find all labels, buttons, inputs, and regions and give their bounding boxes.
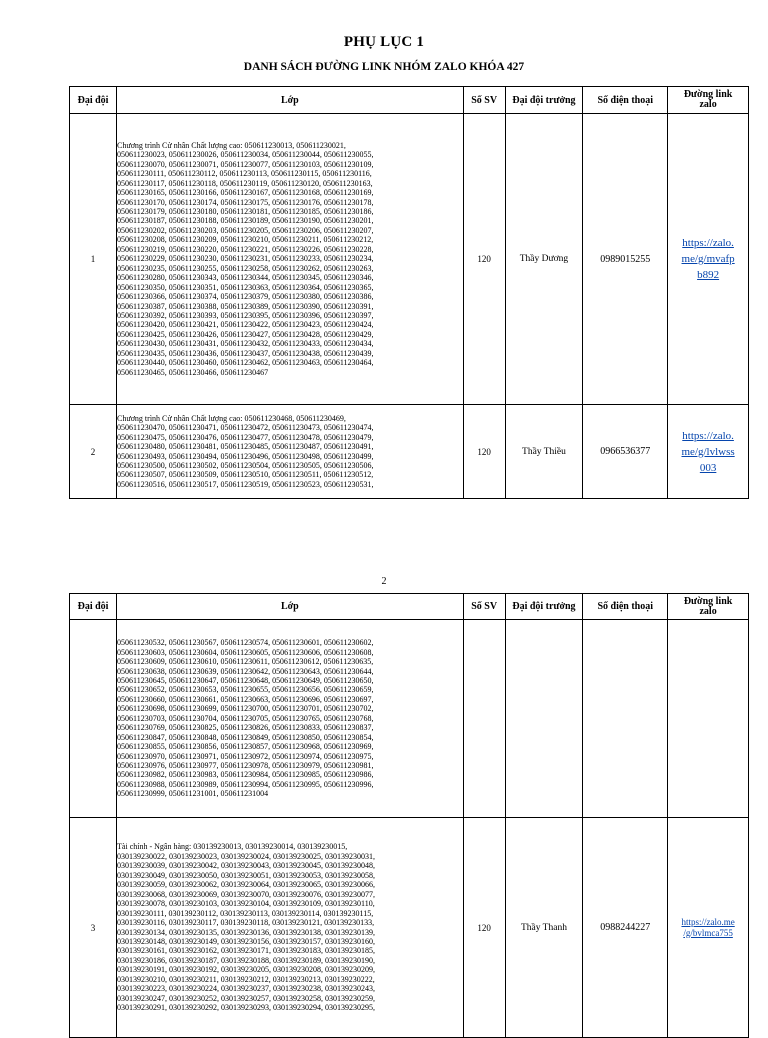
phone-cell: 0966536377 xyxy=(583,405,668,499)
lop-line: 050611230855, 050611230856, 050611230857, 050611230968, 050611230969, xyxy=(117,742,374,752)
lop-line: Tài chính - Ngân hàng: 030139230013, 030139230014, 030139230015, xyxy=(117,842,348,852)
lop-line: 030139230039, 030139230042, 030139230043, 030139230045, 030139230048, xyxy=(117,861,376,871)
lop-line: 050611230470, 050611230471, 050611230472, 050611230473, 050611230474, xyxy=(117,423,374,433)
lop-line: 050611230982, 050611230983, 050611230984, 050611230985, 050611230986, xyxy=(117,770,374,780)
lop-line: 050611230430, 050611230431, 050611230432, 050611230433, 050611230434, xyxy=(117,339,374,349)
lop-line: 050611230652, 050611230653, 050611230655, 050611230656, 050611230659, xyxy=(117,685,374,695)
lop-line: 050611230202, 050611230203, 050611230205, 050611230206, 050611230207, xyxy=(117,225,374,235)
lop-line: 030139230022, 030139230023, 030139230024, 030139230025, 030139230031, xyxy=(117,851,376,861)
header-so-dien-thoai: Số điện thoại xyxy=(583,594,668,620)
lop-line: 050611230703, 050611230704, 050611230705, 050611230765, 050611230768, xyxy=(117,713,374,723)
lop-line: 030139230111, 030139230112, 030139230113, 030139230114, 030139230115, xyxy=(117,908,374,918)
lop-line: 050611230420, 050611230421, 050611230422, 050611230423, 050611230424, xyxy=(117,320,374,330)
lop-line: 050611230187, 050611230188, 050611230189, 050611230190, 050611230201, xyxy=(117,216,374,226)
zalo-link-line: https://zalo. xyxy=(682,429,734,442)
lop-line: Chương trình Cử nhân Chất lượng cao: 050611230468, 050611230469, xyxy=(117,413,346,423)
zalo-group-link[interactable] xyxy=(681,917,734,938)
lop-cell xyxy=(117,114,464,405)
table-row xyxy=(70,818,749,1038)
table-row xyxy=(70,620,749,818)
lop-line: 030139230134, 030139230135, 030139230136, 030139230138, 030139230139, xyxy=(117,927,376,937)
lop-line: 050611230387, 050611230388, 050611230389, 050611230390, 050611230391, xyxy=(117,301,374,311)
dai-doi-truong-cell: Thầy Thanh xyxy=(505,818,583,1038)
lop-line: 050611230435, 050611230436, 050611230437, 050611230438, 050611230439, xyxy=(117,348,374,358)
lop-line: 030139230210, 030139230211, 030139230212, 030139230213, 030139230222, xyxy=(117,974,375,984)
lop-line: 050611230165, 050611230166, 050611230167, 050611230168, 050611230169, xyxy=(117,188,374,198)
lop-line: 050611230117, 050611230118, 050611230119, 050611230120, 050611230163, xyxy=(117,178,373,188)
lop-line: 050611230603, 050611230604, 050611230605, 050611230606, 050611230608, xyxy=(117,647,374,657)
so-sv-cell: 120 xyxy=(463,405,505,499)
table-header-row xyxy=(70,87,749,114)
zalo-links-table-page-1 xyxy=(69,86,749,499)
dai-doi-cell xyxy=(70,620,117,818)
lop-line: Chương trình Cử nhân Chất lượng cao: 050611230013, 050611230021, xyxy=(117,140,346,150)
so-sv-cell xyxy=(463,620,505,818)
phone-cell: 0988244227 xyxy=(583,818,668,1038)
lop-cell xyxy=(117,818,464,1038)
lop-line: 050611230847, 050611230848, 050611230849, 050611230850, 050611230854, xyxy=(117,732,374,742)
zalo-link-line: /g/bvlmca755 xyxy=(683,927,733,938)
zalo-link-cell xyxy=(668,114,749,405)
zalo-link-line: me/g/mvafp xyxy=(681,253,735,265)
lop-line: 050611230516, 050611230517, 050611230519, 050611230523, 050611230531, xyxy=(117,479,374,489)
lop-line: 050611230070, 050611230071, 050611230077, 050611230103, 050611230109, xyxy=(117,159,374,169)
header-lop: Lớp xyxy=(117,87,464,114)
lop-line: 050611230440, 050611230460, 050611230462, 050611230463, 050611230464, xyxy=(117,358,374,368)
header-duong-link-zalo xyxy=(668,87,749,114)
lop-line: 030139230223, 030139230224, 030139230237, 030139230238, 030139230243, xyxy=(117,984,376,994)
lop-line: 050611230392, 050611230393, 050611230395, 050611230396, 050611230397, xyxy=(117,310,374,320)
lop-line: 050611230970, 050611230971, 050611230972, 050611230974, 050611230975, xyxy=(117,751,374,761)
lop-line: 050611230660, 050611230661, 050611230663, 050611230696, 050611230697, xyxy=(117,694,374,704)
lop-line: 050611230179, 050611230180, 050611230181, 050611230185, 050611230186, xyxy=(117,207,374,216)
dai-doi-cell: 3 xyxy=(70,818,117,1038)
zalo-link-line: https://zalo. xyxy=(682,237,734,249)
lop-line: 050611230480, 050611230481, 050611230485, 050611230487, 050611230491, xyxy=(117,442,374,452)
table-header-row xyxy=(70,594,749,620)
zalo-links-table-page-2 xyxy=(69,593,749,1038)
lop-line: 030139230247, 030139230252, 030139230257, 030139230258, 030139230259, xyxy=(117,993,376,1003)
table-row xyxy=(70,405,749,499)
lop-line: 050611230638, 050611230639, 050611230642, 050611230643, 050611230644, xyxy=(117,666,374,676)
lop-line: 050611230532, 050611230567, 050611230574, 050611230601, 050611230602, xyxy=(117,638,374,648)
lop-line: 050611230170, 050611230174, 050611230175, 050611230176, 050611230178, xyxy=(117,197,374,207)
table-row xyxy=(70,114,749,405)
page-number: 2 xyxy=(381,576,387,587)
dai-doi-cell: 2 xyxy=(70,405,117,499)
lop-line: 050611230507, 050611230509, 050611230510, 050611230511, 050611230512, xyxy=(117,470,374,480)
header-dai-doi-truong: Đại đội trưởng xyxy=(505,594,583,620)
lop-line: 050611230645, 050611230647, 050611230648, 050611230649, 050611230650, xyxy=(117,675,374,685)
zalo-link-line: 003 xyxy=(699,461,717,474)
lop-line: 050611230500, 050611230502, 050611230504, 050611230505, 050611230506, xyxy=(117,460,374,470)
lop-line: 030139230291, 030139230292, 030139230293, 030139230294, 030139230295, xyxy=(117,1003,376,1013)
lop-line: 030139230186, 030139230187, 030139230188, 030139230189, 030139230190, xyxy=(117,955,376,965)
lop-line: 050611230769, 050611230825, 050611230826, 050611230833, 050611230837, xyxy=(117,723,374,733)
header-dai-doi: Đại đội xyxy=(70,594,117,620)
lop-line: 030139230068, 030139230069, 030139230070, 030139230076, 030139230077, xyxy=(117,889,376,899)
lop-line: 050611230493, 050611230494, 050611230496, 050611230498, 050611230499, xyxy=(117,451,374,461)
lop-cell xyxy=(117,405,464,499)
lop-line: 030139230161, 030139230162, 030139230171, 030139230183, 030139230185, xyxy=(117,946,376,956)
lop-line: 050611230023, 050611230026, 050611230034, 050611230044, 050611230055, xyxy=(117,150,374,160)
page-title: PHỤ LỤC 1 xyxy=(343,34,425,50)
lop-line: 050611230609, 050611230610, 050611230611, 050611230612, 050611230635, xyxy=(117,657,374,667)
phone-cell: 0989015255 xyxy=(583,114,668,405)
lop-line: 050611230698, 050611230699, 050611230700, 050611230701, 050611230702, xyxy=(117,704,374,714)
lop-line: 050611230976, 050611230977, 050611230978, 050611230979, 050611230981, xyxy=(117,761,374,771)
zalo-group-link[interactable] xyxy=(682,237,735,281)
lop-line: 050611230219, 050611230220, 050611230221, 050611230226, 050611230228, xyxy=(117,244,374,254)
lop-line: 050611230235, 050611230255, 050611230258, 050611230262, 050611230263, xyxy=(117,263,374,273)
header-duong-link-line-2: zalo xyxy=(699,99,717,110)
zalo-group-link[interactable] xyxy=(682,430,735,474)
zalo-link-line: me/g/lvlwss xyxy=(681,445,735,458)
dai-doi-truong-cell xyxy=(505,620,583,818)
header-dai-doi-truong: Đại đội trưởng xyxy=(505,87,583,114)
dai-doi-truong-cell: Thầy Dương xyxy=(505,114,583,405)
dai-doi-cell: 1 xyxy=(70,114,117,405)
header-duong-link-line-1: Đường link xyxy=(683,89,733,100)
lop-line: 030139230049, 030139230050, 030139230051, 030139230053, 030139230058, xyxy=(117,870,376,880)
lop-line: 030139230116, 030139230117, 030139230118, 030139230121, 030139230133, xyxy=(117,918,375,928)
zalo-link-line: b892 xyxy=(697,269,720,281)
lop-line: 050611230111, 050611230112, 050611230113, 050611230115, 050611230116, xyxy=(117,169,372,179)
header-so-sv: Số SV xyxy=(463,594,505,620)
lop-line: 050611230366, 050611230374, 050611230379, 050611230380, 050611230386, xyxy=(117,292,374,302)
phone-cell xyxy=(583,620,668,818)
header-lop: Lớp xyxy=(117,594,464,620)
header-dai-doi: Đại đội xyxy=(70,87,117,114)
lop-line: 050611230425, 050611230426, 050611230427, 050611230428, 050611230429, xyxy=(117,329,374,339)
lop-line: 030139230078, 030139230103, 030139230104, 030139230109, 030139230110, xyxy=(117,899,375,909)
lop-line: 030139230059, 030139230062, 030139230064, 030139230065, 030139230066, xyxy=(117,880,376,890)
header-duong-link-zalo xyxy=(668,594,749,620)
zalo-link-cell xyxy=(668,405,749,499)
header-so-dien-thoai: Số điện thoại xyxy=(583,87,668,114)
so-sv-cell: 120 xyxy=(463,818,505,1038)
lop-line: 050611230988, 050611230989, 050611230994, 050611230995, 050611230996, xyxy=(117,779,374,789)
zalo-link-cell xyxy=(668,620,749,818)
so-sv-cell: 120 xyxy=(463,114,505,405)
header-so-sv: Số SV xyxy=(463,87,505,114)
zalo-link-line: https://zalo.me xyxy=(681,916,735,927)
zalo-link-cell xyxy=(668,818,749,1038)
page-subtitle: DANH SÁCH ĐƯỜNG LINK NHÓM ZALO KHÓA 427 xyxy=(243,61,525,73)
lop-line: 050611230475, 050611230476, 050611230477, 050611230478, 050611230479, xyxy=(117,432,374,442)
lop-line: 050611230229, 050611230230, 050611230231, 050611230233, 050611230234, xyxy=(117,254,374,264)
header-duong-link-line-1: Đường link xyxy=(683,595,733,607)
lop-line: 050611230999, 050611231001, 050611231004 xyxy=(117,789,269,799)
lop-line: 030139230148, 030139230149, 030139230156, 030139230157, 030139230160, xyxy=(117,936,376,946)
lop-line: 030139230191, 030139230192, 030139230205, 030139230208, 030139230209, xyxy=(117,965,376,975)
lop-cell xyxy=(117,620,464,818)
dai-doi-truong-cell: Thầy Thiều xyxy=(505,405,583,499)
header-duong-link-line-2: zalo xyxy=(699,605,717,617)
lop-line: 050611230280, 050611230343, 050611230344, 050611230345, 050611230346, xyxy=(117,273,374,283)
lop-line: 050611230465, 050611230466, 050611230467 xyxy=(117,367,269,377)
lop-line: 050611230350, 050611230351, 050611230363, 050611230364, 050611230365, xyxy=(117,282,374,292)
lop-line: 050611230208, 050611230209, 050611230210, 050611230211, 050611230212, xyxy=(117,235,374,245)
